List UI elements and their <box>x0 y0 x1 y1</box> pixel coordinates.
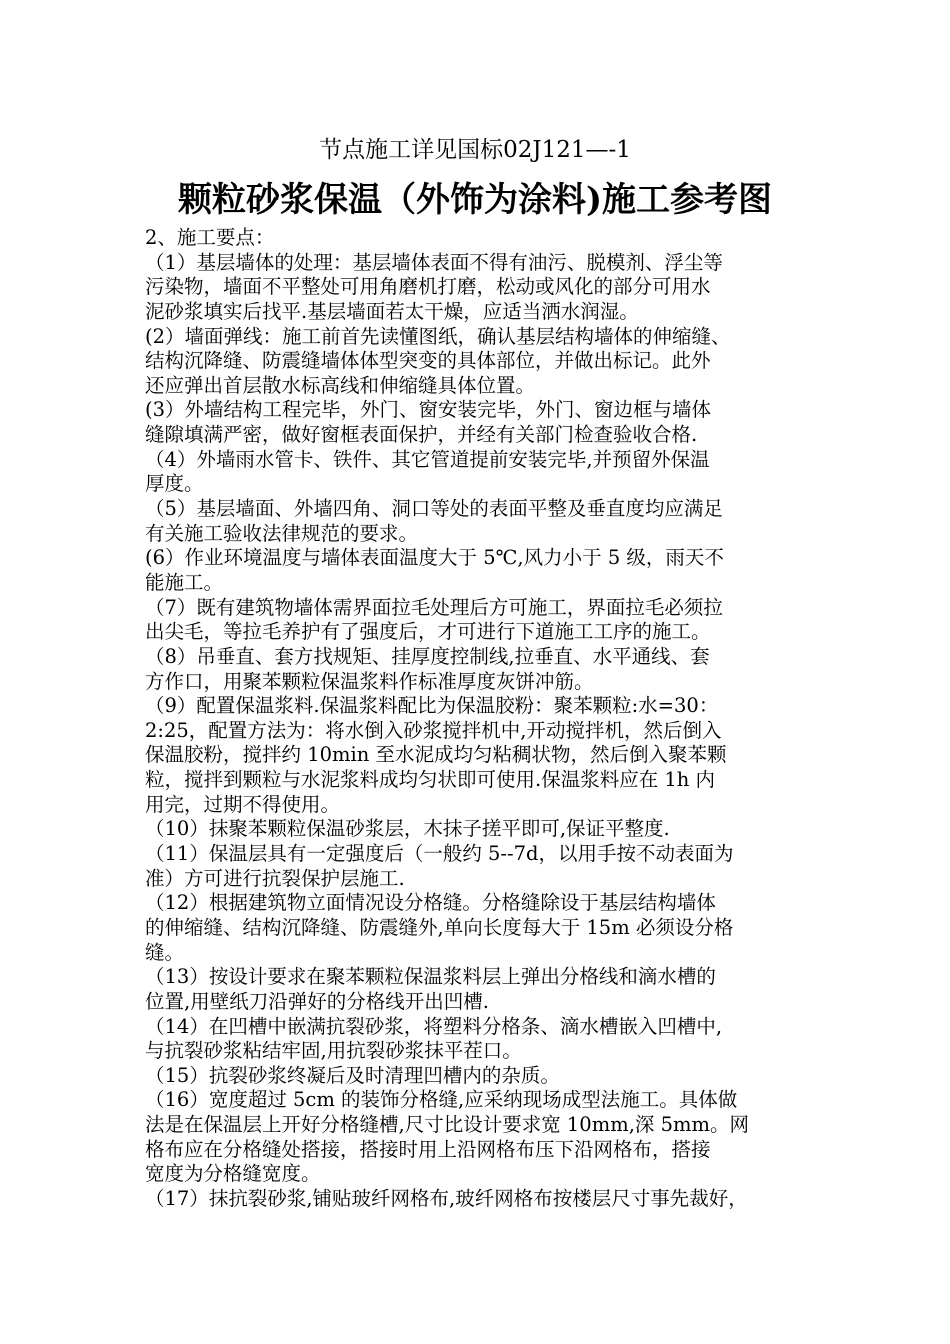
body-text-line: （8）吊垂直、套方找规矩、挂厚度控制线,拉垂直、水平通线、套 <box>145 644 710 668</box>
body-text-line: 泥砂浆填实后找平.基层墙面若太干燥，应适当洒水润湿。 <box>145 299 639 323</box>
body-text-line: 与抗裂砂浆粘结牢固,用抗裂砂浆抹平茬口。 <box>145 1039 522 1063</box>
body-text-line: 2:25，配置方法为：将水倒入砂浆搅拌机中,开动搅拌机，然后倒入 <box>145 718 722 742</box>
body-text-line: 法是在保温层上开好分格缝槽,尺寸比设计要求宽 10mm,深 5mm。网 <box>145 1113 749 1137</box>
body-text-line: （9）配置保温浆料.保温浆料配比为保温胶粉：聚苯颗粒:水=30： <box>145 694 719 718</box>
body-text-line: (2）墙面弹线：施工前首先读懂图纸，确认基层结构墙体的伸缩缝、 <box>145 324 731 348</box>
body-text-line: 保温胶粉，搅拌约 10min 至水泥成均匀粘稠状物，然后倒入聚苯颗 <box>145 743 727 767</box>
body-text-line: （7）既有建筑物墙体需界面拉毛处理后方可施工，界面拉毛必须拉 <box>145 595 723 619</box>
body-text-line: （13）按设计要求在聚苯颗粒保温浆料层上弹出分格线和滴水槽的 <box>145 965 716 989</box>
body-text-line: 缝。 <box>145 940 185 964</box>
body-text-line: 宽度为分格缝宽度。 <box>145 1162 321 1186</box>
body-text-line: （15）抗裂砂浆终凝后及时清理凹槽内的杂质。 <box>145 1063 560 1087</box>
body-text-line: 2、施工要点： <box>145 226 275 249</box>
body-text-line: 出尖毛，等拉毛养护有了强度后，才可进行下道施工工序的施工。 <box>145 620 711 644</box>
body-text-line: 有关施工验收法律规范的要求。 <box>145 521 419 545</box>
body-text-line: 结构沉降缝、防震缝墙体体型突变的具体部位，并做出标记。此外 <box>145 349 711 373</box>
body-text-line: 还应弹出首层散水标高线和伸缩缝具体位置。 <box>145 373 536 397</box>
document-body <box>145 226 810 1212</box>
body-text-line: （11）保温层具有一定强度后（一般约 5--7d，以用手按不动表面为 <box>145 842 734 866</box>
body-text-line: (3）外墙结构工程完毕，外门、窗安装完毕，外门、窗边框与墙体 <box>145 398 712 422</box>
body-text-line: 粒，搅拌到颗粒与水泥浆料成均匀状即可使用.保温浆料应在 1h 内 <box>145 768 716 792</box>
body-text-line: (6）作业环境温度与墙体表面温度大于 5℃,风力小于 5 级，雨天不 <box>145 546 724 570</box>
body-text-line: 位置,用壁纸刀沿弹好的分格线开出凹槽. <box>145 989 489 1013</box>
document-title: 颗粒砂浆保温（外饰为涂料)施工参考图 <box>177 180 773 220</box>
body-text-line: 用完，过期不得使用。 <box>145 792 341 816</box>
body-text-line: （5）基层墙面、外墙四角、洞口等处的表面平整及垂直度均应满足 <box>145 497 723 521</box>
body-text-line: 缝隙填满严密，做好窗框表面保护，并经有关部门检查验收合格. <box>145 423 698 447</box>
body-text-line: （16）宽度超过 5cm 的装饰分格缝,应采纳现场成型法施工。具体做 <box>145 1088 738 1112</box>
body-text-line: 方作口，用聚苯颗粒保温浆料作标准厚度灰饼冲筋。 <box>145 669 594 693</box>
document-subtitle: 节点施工详见国标02J121—-1 <box>319 137 631 163</box>
body-text-line: 污染物，墙面不平整处可用角磨机打磨，松动或风化的部分可用水 <box>145 275 711 299</box>
body-text-line: （14）在凹槽中嵌满抗裂砂浆，将塑料分格条、滴水槽嵌入凹槽中, <box>145 1014 723 1038</box>
body-text-line: 准）方可进行抗裂保护层施工. <box>145 866 405 890</box>
body-text-line: 厚度。 <box>145 472 204 496</box>
body-text-line: （12）根据建筑物立面情况设分格缝。分格缝除设于基层结构墙体 <box>145 891 716 915</box>
body-text-line: （10）抹聚苯颗粒保温砂浆层，木抹子搓平即可,保证平整度. <box>145 817 670 841</box>
body-text-line: 的伸缩缝、结构沉降缝、防震缝外,单向长度每大于 15m 必须设分格 <box>145 915 734 939</box>
body-text-line: 能施工。 <box>145 570 224 594</box>
body-text-line: （1）基层墙体的处理：基层墙体表面不得有油污、脱模剂、浮尘等 <box>145 250 723 274</box>
body-text-line: （17）抹抗裂砂浆,铺贴玻纤网格布,玻纤网格布按楼层尺寸事先裁好， <box>145 1186 748 1210</box>
body-text-line: （4）外墙雨水管卡、铁件、其它管道提前安装完毕,并预留外保温 <box>145 447 710 471</box>
body-text-line: 格布应在分格缝处搭接，搭接时用上沿网格布压下沿网格布，搭接 <box>145 1137 711 1161</box>
